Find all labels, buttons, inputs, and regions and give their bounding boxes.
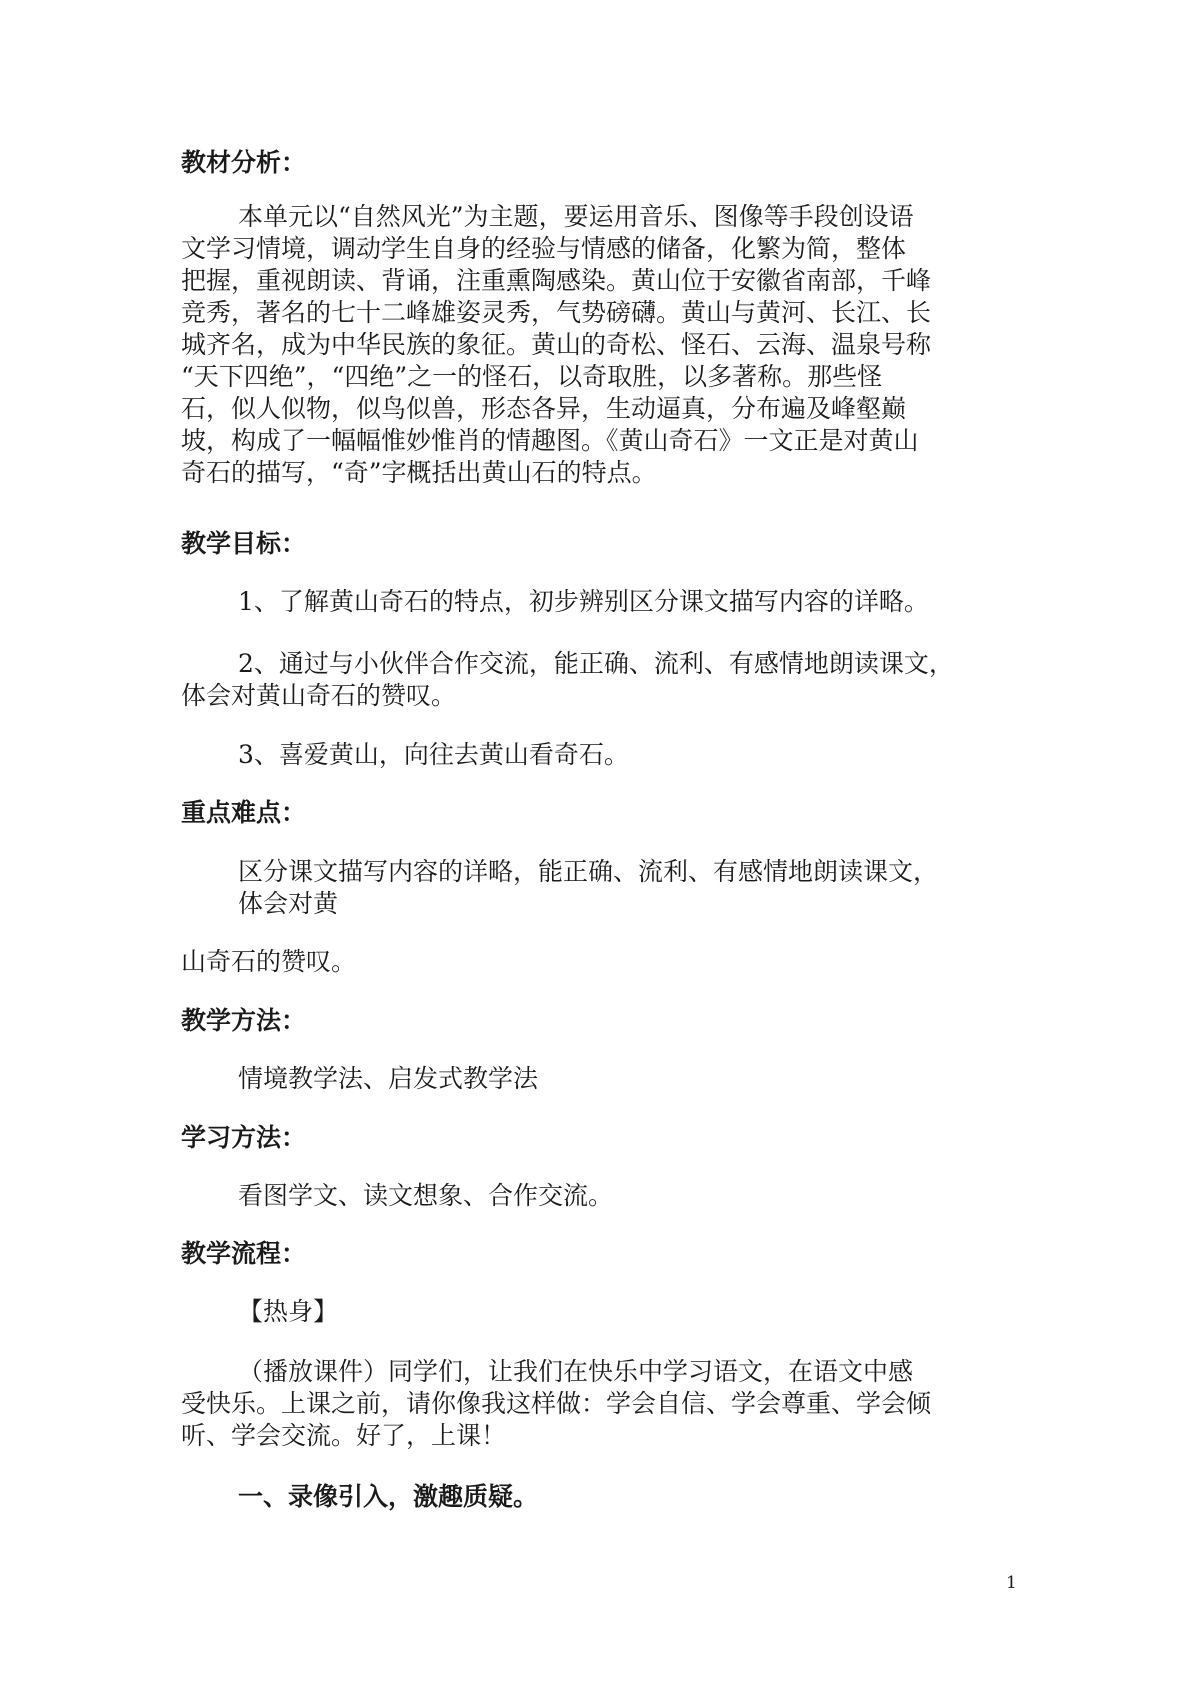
- teaching-goal-2-line-2: 体会对黄山奇石的赞叹。: [181, 681, 457, 710]
- heading-material-analysis: 教材分析：: [181, 148, 307, 177]
- heading-key-points: 重点难点：: [181, 798, 307, 827]
- teaching-goal-3: 3、喜爱黄山，向往去黄山看奇石。: [238, 740, 629, 769]
- teaching-methods-text: 情境教学法、启发式教学法: [238, 1064, 539, 1093]
- heading-teaching-process: 教学流程：: [181, 1239, 307, 1268]
- teaching-goal-1: 1、了解黄山奇石的特点，初步辨别区分课文描写内容的详略。: [238, 587, 929, 616]
- key-points-line-1: 区分课文描写内容的详略，能正确、流利、有感情地朗读课文，: [238, 857, 939, 886]
- learning-methods-text: 看图学文、读文想象、合作交流。: [238, 1181, 614, 1210]
- heading-teaching-methods: 教学方法：: [181, 1006, 307, 1035]
- paragraph-line: （播放课件）同学们，让我们在快乐中学习语文，在语文中感: [238, 1357, 914, 1386]
- step-1-heading: 一、录像引入，激趣质疑。: [238, 1482, 539, 1511]
- paragraph-line: 受快乐。上课之前，请你像我这样做：学会自信、学会尊重、学会倾: [181, 1389, 932, 1418]
- teaching-goal-2-line-1: 2、通过与小伙伴合作交流，能正确、流利、有感情地朗读课文，: [238, 649, 954, 678]
- paragraph-line: 奇石的描写，“奇”字概括出黄山石的特点。: [181, 458, 657, 487]
- heading-teaching-goals: 教学目标：: [181, 529, 307, 558]
- paragraph-line: 把握，重视朗读、背诵，注重熏陶感染。黄山位于安徽省南部，千峰: [181, 266, 932, 295]
- paragraph-line: 坡，构成了一幅幅惟妙惟肖的情趣图。《黄山奇石》一文正是对黄山: [181, 426, 919, 455]
- warmup-paragraph: [181, 1356, 1011, 1452]
- paragraph-line: 石，似人似物，似鸟似兽，形态各异，生动逼真，分布遍及峰壑巅: [181, 394, 907, 423]
- paragraph-line: 文学习情境，调动学生自身的经验与情感的储备，化繁为简，整体: [181, 234, 907, 263]
- key-points-line-2: 体会对黄: [238, 889, 339, 918]
- heading-learning-methods: 学习方法：: [181, 1123, 307, 1152]
- paragraph-line: 本单元以“自然风光”为主题，要运用音乐、图像等手段创设语: [238, 202, 914, 231]
- key-points-line-3: 山奇石的赞叹。: [181, 947, 357, 976]
- paragraph-line: 听、学会交流。好了，上课！: [181, 1421, 507, 1450]
- paragraph-line: “天下四绝”，“四绝”之一的怪石，以奇取胜，以多著称。那些怪: [181, 362, 883, 391]
- paragraph-line: 竞秀，著名的七十二峰雄姿灵秀，气势磅礴。黄山与黄河、长江、长: [181, 298, 932, 327]
- warmup-title: 【热身】: [238, 1297, 339, 1326]
- material-analysis-paragraph: [181, 201, 1011, 489]
- paragraph-line: 城齐名，成为中华民族的象征。黄山的奇松、怪石、云海、温泉号称: [181, 330, 932, 359]
- page-number: 1: [1006, 1573, 1017, 1593]
